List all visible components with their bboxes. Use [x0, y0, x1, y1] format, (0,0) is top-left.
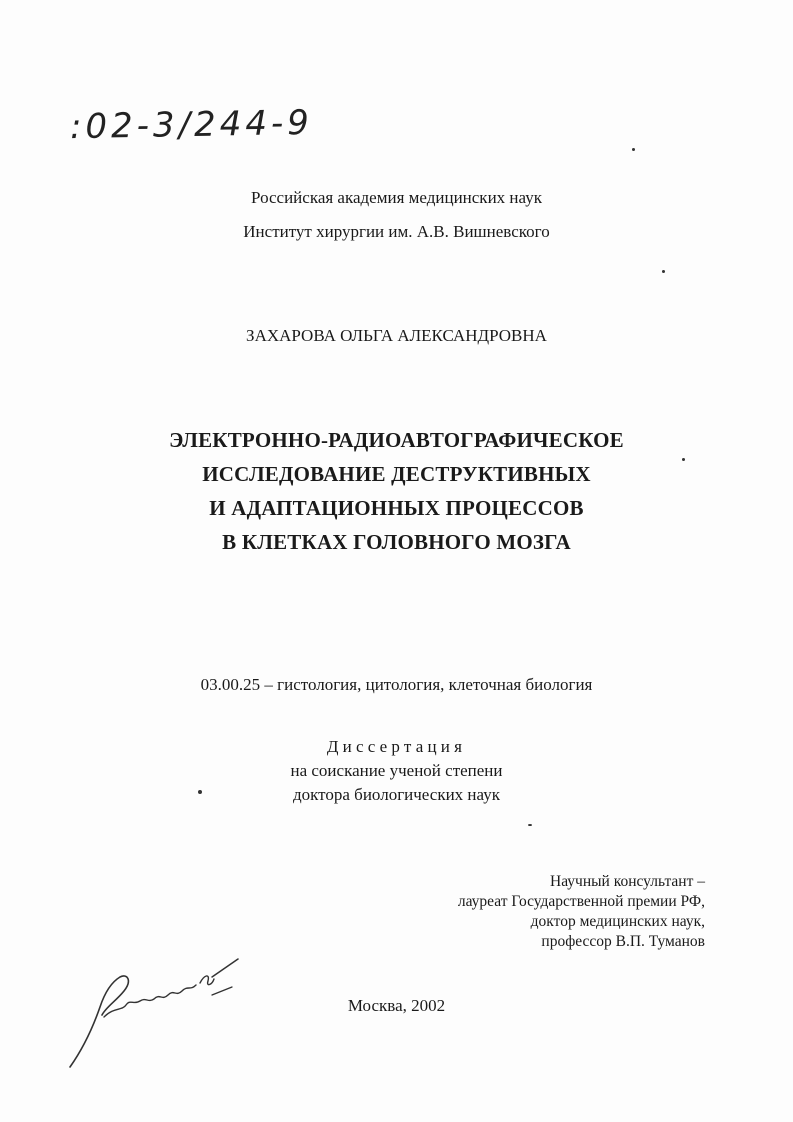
degree-line-1: на соискание ученой степени — [290, 761, 503, 780]
academy-name: Российская академия медицинских наук — [251, 188, 542, 207]
scan-speck — [198, 790, 202, 794]
title-line-4: В КЛЕТКАХ ГОЛОВНОГО МОЗГА — [222, 530, 571, 554]
specialty-code: 03.00.25 – гистология, цитология, клеточная биология — [200, 675, 593, 694]
title-line-1: ЭЛЕКТРОННО-РАДИОАВТОГРАФИЧЕСКОЕ — [169, 428, 624, 452]
title-line-2: ИССЛЕДОВАНИЕ ДЕСТРУКТИВНЫХ — [202, 462, 591, 486]
consultant-line-1: Научный консультант – — [550, 873, 705, 890]
scan-speck — [528, 824, 532, 826]
archive-stamp-number: :02-3/244-9 — [69, 102, 314, 148]
consultant-line-3: доктор медицинских наук, — [530, 913, 705, 930]
consultant-line-2: лауреат Государственной премии РФ, — [457, 893, 705, 910]
dissertation-heading: Диссертация — [326, 737, 467, 756]
degree-line-2: доктора биологических наук — [293, 785, 500, 804]
city-year: Москва, 2002 — [347, 996, 446, 1015]
author-name: ЗАХАРОВА ОЛЬГА АЛЕКСАНДРОВНА — [246, 326, 547, 345]
consultant-line-4: профессор В.П. Туманов — [541, 933, 705, 950]
scan-speck — [632, 148, 635, 151]
handwritten-signature — [62, 955, 252, 1075]
institute-name: Институт хирургии им. А.В. Вишневского — [243, 222, 550, 241]
scan-speck — [682, 458, 685, 461]
title-line-3: И АДАПТАЦИОННЫХ ПРОЦЕССОВ — [209, 496, 584, 520]
scan-speck — [662, 270, 665, 273]
